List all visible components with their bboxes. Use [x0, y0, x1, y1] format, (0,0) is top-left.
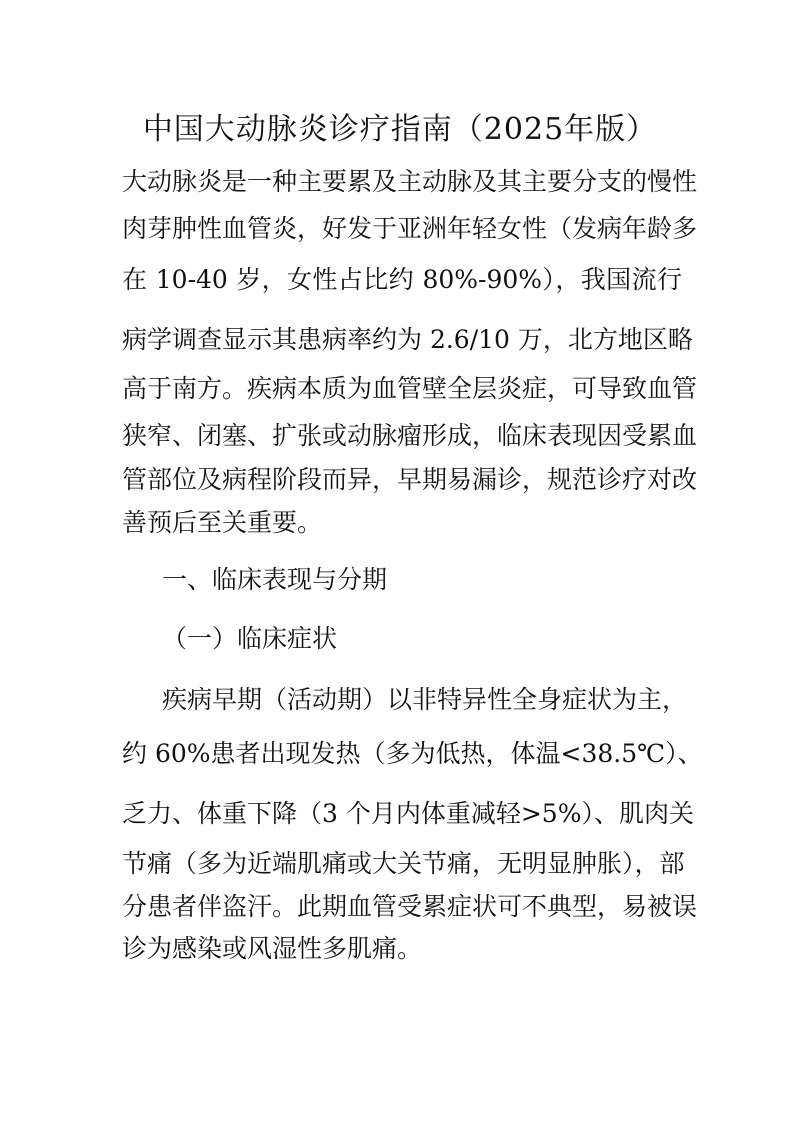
intro-line: 高于南方。疾病本质为血管壁全层炎症，可导致血管 [122, 374, 698, 403]
symptom-line: 疾病早期（活动期）以非特异性全身症状为主， [162, 685, 688, 714]
section-heading: 一、临床表现与分期 [162, 565, 388, 594]
intro-line: 大动脉炎是一种主要累及主动脉及其主要分支的慢性 [122, 167, 698, 196]
symptom-line: 节痛（多为近端肌痛或大关节痛，无明显肿胀），部 [122, 849, 685, 878]
intro-line: 病学调查显示其患病率约为 2.6/10 万，北方地区略 [122, 325, 693, 354]
intro-line: 肉芽肿性血管炎，好发于亚洲年轻女性（发病年龄多 [122, 214, 698, 243]
intro-line: 狭窄、闭塞、扩张或动脉瘤形成，临床表现因受累血 [122, 421, 698, 450]
subsection-heading: （一）临床症状 [162, 624, 338, 653]
symptom-line: 诊为感染或风湿性多肌痛。 [122, 934, 423, 963]
symptom-line: 分患者伴盗汗。此期血管受累症状可不典型，易被误 [122, 892, 698, 921]
symptom-line: 约 60%患者出现发热（多为低热，体温<38.5℃）、 [122, 739, 703, 768]
intro-line: 管部位及病程阶段而异，早期易漏诊，规范诊疗对改 [122, 465, 698, 494]
intro-line: 善预后至关重要。 [122, 508, 323, 537]
document-title: 中国大动脉炎诊疗指南（2025年版） [142, 112, 658, 147]
intro-line: 在 10-40 岁，女性占比约 80%-90%），我国流行 [122, 265, 682, 294]
symptom-line: 乏力、体重下降（3 个月内体重减轻>5%）、肌肉关 [122, 799, 694, 828]
